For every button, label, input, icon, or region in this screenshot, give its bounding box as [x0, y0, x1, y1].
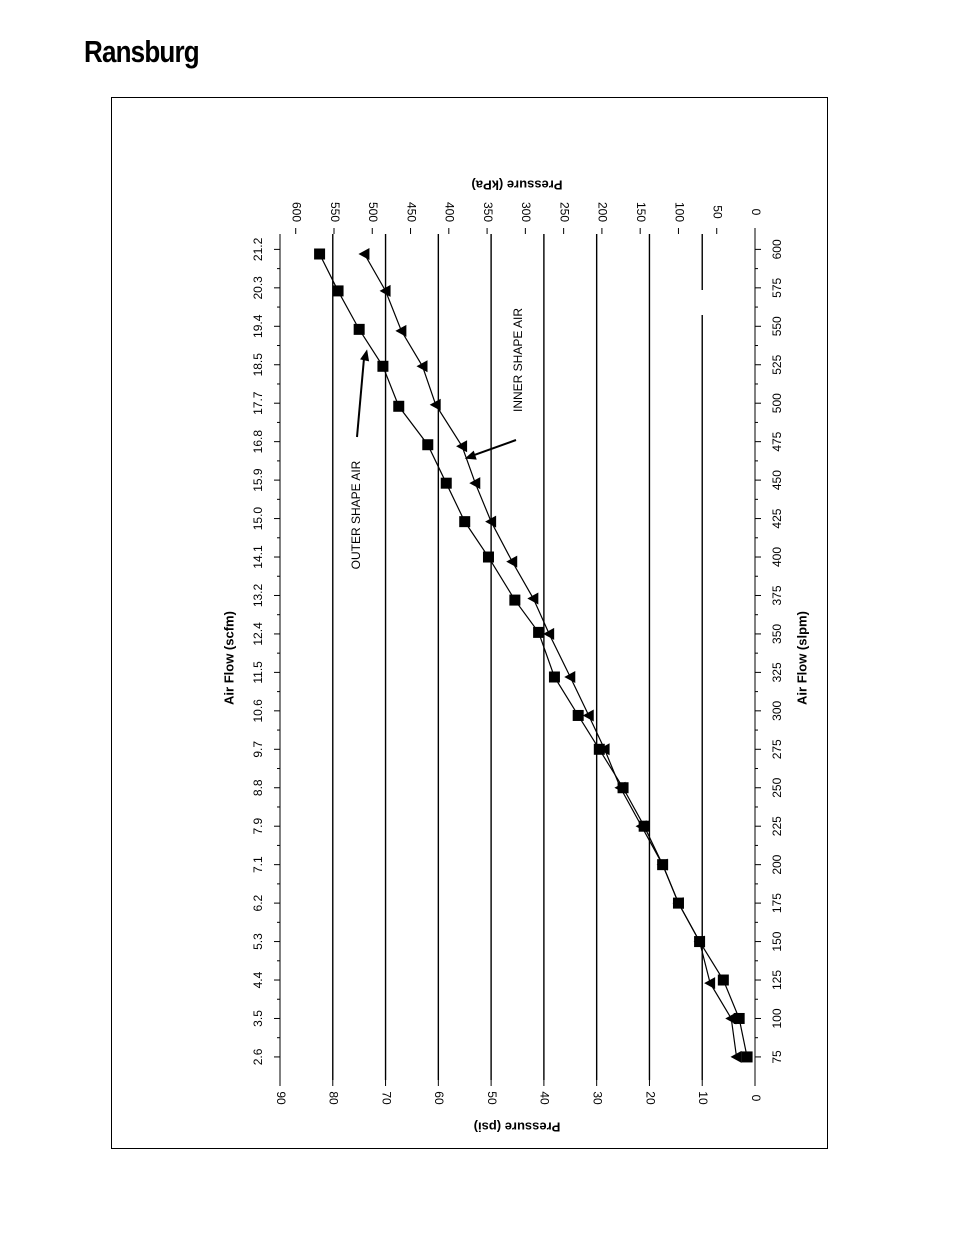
tick-label-slpm: 575 — [770, 277, 785, 298]
tick-label-slpm: 75 — [770, 1050, 785, 1064]
tick-label-slpm: 350 — [770, 623, 785, 644]
series-line-outer — [320, 254, 747, 1057]
tick-label-kpa: 500 — [366, 201, 381, 223]
tick-label-scfm: 5.3 — [251, 933, 266, 950]
tick-label-scfm: 20.3 — [251, 276, 266, 300]
tick-label-scfm: 2.6 — [251, 1048, 266, 1066]
data-point-outer — [509, 595, 520, 606]
data-point-inner — [583, 709, 594, 721]
data-point-outer — [333, 285, 344, 296]
tick-label-scfm: 7.9 — [251, 817, 266, 835]
annotation-outer-shape-air: OUTER SHAPE AIR — [349, 460, 364, 570]
data-point-inner — [469, 477, 480, 489]
tick-label-slpm: 275 — [770, 739, 785, 760]
data-point-inner — [725, 1012, 736, 1024]
tick-label-psi: 60 — [432, 1091, 447, 1105]
data-point-inner — [417, 360, 428, 372]
tick-label-slpm: 375 — [770, 585, 785, 606]
data-point-inner — [543, 628, 554, 640]
tick-label-scfm: 9.7 — [251, 740, 266, 758]
tick-label-scfm: 13.2 — [251, 583, 266, 608]
tick-label-psi: 10 — [696, 1091, 711, 1105]
tick-label-slpm: 425 — [770, 508, 785, 529]
tick-label-scfm: 4.4 — [251, 971, 266, 989]
tick-label-slpm: 325 — [770, 662, 785, 683]
tick-label-kpa: 450 — [404, 201, 419, 223]
annotation-inner-shape-air: INNER SHAPE AIR — [511, 307, 526, 413]
tick-label-scfm: 17.7 — [251, 391, 266, 415]
data-point-inner — [527, 593, 538, 605]
tick-label-kpa: 0 — [748, 208, 763, 216]
tick-label-slpm: 100 — [770, 1008, 785, 1029]
data-point-outer — [354, 324, 365, 335]
tick-label-scfm: 7.1 — [251, 856, 266, 873]
data-point-outer — [393, 401, 404, 412]
tick-label-slpm: 125 — [770, 970, 785, 991]
tick-label-psi: 90 — [273, 1091, 288, 1105]
tick-label-scfm: 21.2 — [251, 237, 266, 262]
data-point-outer — [314, 248, 325, 259]
tick-label-slpm: 200 — [770, 854, 785, 875]
data-point-inner — [506, 556, 517, 568]
tick-label-slpm: 400 — [770, 547, 785, 568]
tick-label-scfm: 11.5 — [251, 661, 266, 684]
data-point-inner — [564, 671, 575, 683]
data-point-outer — [441, 478, 452, 489]
tick-label-scfm: 6.2 — [251, 894, 266, 912]
tick-label-psi: 30 — [590, 1091, 605, 1105]
axis-title-slpm: Air Flow (slpm) — [794, 611, 810, 705]
data-point-outer — [742, 1051, 753, 1062]
tick-label-scfm: 15.0 — [251, 506, 266, 531]
tick-label-scfm: 12.4 — [251, 622, 266, 646]
tick-label-slpm: 450 — [770, 470, 785, 491]
tick-label-kpa: 400 — [442, 201, 457, 223]
data-point-inner — [395, 325, 406, 337]
data-point-outer — [377, 361, 388, 372]
data-point-inner — [430, 399, 441, 411]
tick-label-psi: 80 — [326, 1091, 341, 1105]
data-point-outer — [459, 516, 470, 527]
data-point-inner — [456, 440, 467, 452]
data-point-outer — [533, 627, 544, 638]
tick-label-slpm: 550 — [770, 316, 785, 337]
tick-label-scfm: 15.9 — [251, 468, 266, 492]
tick-label-kpa: 550 — [327, 201, 342, 223]
tick-label-kpa: 100 — [672, 201, 687, 223]
data-point-inner — [358, 248, 369, 260]
data-point-outer — [718, 975, 729, 986]
tick-label-slpm: 150 — [770, 931, 785, 952]
tick-label-slpm: 500 — [770, 393, 785, 414]
tick-label-scfm: 10.6 — [251, 699, 266, 723]
axis-title-scfm: Air Flow (scfm) — [221, 611, 237, 705]
tick-label-scfm: 18.5 — [251, 353, 266, 377]
tick-label-slpm: 600 — [770, 239, 785, 260]
tick-label-kpa: 350 — [480, 201, 495, 223]
tick-label-slpm: 175 — [770, 893, 785, 914]
tick-label-psi: 70 — [379, 1091, 394, 1105]
axis-title-psi: Pressure (psi) — [473, 1119, 561, 1135]
data-point-outer — [549, 671, 560, 682]
tick-label-scfm: 14.1 — [251, 545, 266, 569]
tick-label-scfm: 3.5 — [251, 1010, 266, 1027]
annotation-arrowhead-outer — [360, 349, 369, 361]
tick-label-slpm: 225 — [770, 816, 785, 837]
series-line-inner — [364, 254, 736, 1057]
tick-label-kpa: 300 — [519, 201, 534, 223]
tick-label-psi: 20 — [643, 1091, 658, 1105]
tick-label-kpa: 250 — [557, 201, 572, 223]
tick-label-scfm: 16.8 — [251, 429, 266, 454]
annotation-arrow-inner — [473, 440, 516, 456]
annotation-arrow-outer — [357, 357, 364, 437]
tick-label-psi: 0 — [748, 1094, 763, 1102]
tick-label-scfm: 8.8 — [251, 779, 266, 797]
tick-label-scfm: 19.4 — [251, 314, 266, 338]
data-point-outer — [483, 552, 494, 563]
tick-label-slpm: 250 — [770, 777, 785, 798]
axis-title-kpa: Pressure (kPa) — [471, 177, 563, 193]
tick-label-kpa: 600 — [289, 201, 304, 223]
data-point-outer — [573, 710, 584, 721]
tick-label-psi: 50 — [484, 1091, 499, 1105]
brand-logo: Ransburg — [84, 34, 199, 69]
tick-label-kpa: 200 — [595, 201, 610, 223]
tick-label-slpm: 300 — [770, 700, 785, 721]
data-point-outer — [422, 439, 433, 450]
tick-label-slpm: 475 — [770, 431, 785, 452]
tick-label-kpa: 150 — [634, 201, 649, 223]
tick-label-slpm: 525 — [770, 354, 785, 375]
tick-label-kpa: 50 — [710, 205, 725, 219]
tick-label-psi: 40 — [537, 1091, 552, 1105]
